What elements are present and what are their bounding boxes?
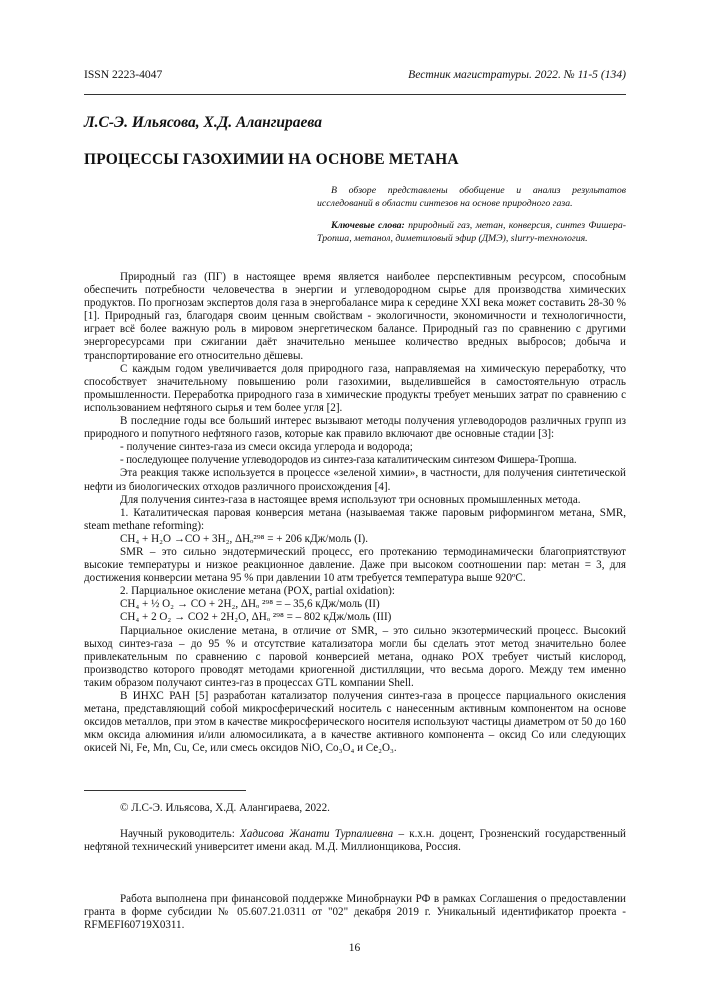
supervisor-label: Научный руководитель: (120, 828, 241, 840)
paragraph: В последние годы все больший интерес вызывают методы получения углеводородов различных групп из природного и попутного нефтяного газов, которые как правило включают две основные стадии [3]: (84, 415, 626, 441)
copyright-note: © Л.С-Э. Ильясова, Х.Д. Алангираева, 2022. (120, 802, 330, 814)
paragraph: SMR – это сильно эндотермический процесс, его протеканию термодинамически благоприятствуют высокие температуры и низкое реакционное давление. Даже при высоком соотношении пар: метан = 3, для достижения конверсии метана 95 % при давлении 10 атм требуется температура выше 920ºС. (84, 545, 626, 585)
list-item: - последующее получение углеводородов из синтез-газа каталитическим синтезом Фишера-Тропша. (120, 454, 577, 467)
supervisor-name: Хадисова Жанати Турпалиевна (240, 828, 394, 840)
issn: ISSN 2223-4047 (84, 68, 163, 81)
paragraph: Природный газ (ПГ) в настоящее время является наиболее перспективным ресурсом, способным обеспечить потребности человечества в энергии и углеводородном сырье для производства химических продуктов. По прогнозам экспертов доля газа в энергобалансе мира к середине XXI века может составить 28-30 % [1]. Природный газ, благодаря своим ценным свойствам - экологичности, экономичности и технологичности, играет всё более важную роль в мировом энергетическом балансе. Природный газ по сравнению с другими энергоресурсами при сжигании даёт значительно меньшее количество вредных выбросов; добыча и транспортирование его относительно дёшевы. (84, 271, 626, 362)
paragraph: Эта реакция также используется в процессе «зеленой химии», в частности, для получения синтетической нефти из биологических отходов различного происхождения [4]. (84, 467, 626, 493)
page-number: 16 (348, 942, 361, 954)
paragraph: Парциальное окисление метана, в отличие от SMR, – это сильно экзотермический процесс. Высокий выход синтез-газа – до 95 % и отсутствие катализатора могли бы сделать этот метод значительно более привлекательным по сравнению с паровой конверсией метана, однако POX требует чистый кислород, производство которого проводят методами криогенной дистилляции, что весьма дорого. Между тем именно таким образом получают синтез-газ в процессах GTL компании Shell. (84, 624, 626, 689)
paragraph: Для получения синтез-газа в настоящее время используют три основных промышленных метода. (120, 493, 581, 506)
keywords-text: природный газ, метан, конверсия, синтез Фишера-Тропша, метанол, диметиловый эфир (ДМЭ), slurry-технология. (317, 220, 627, 244)
article-title: ПРОЦЕССЫ ГАЗОХИМИИ НА ОСНОВЕ МЕТАНА (84, 151, 459, 168)
article-body (84, 271, 626, 755)
equation-1: CH₄ + H₂O →CO + 3H₂, ΔHₒ²⁹⁸ = + 206 кДж/моль (I). (120, 532, 369, 545)
supervisor-details: – к.х.н. доцент, Грозненский государственный нефтяной технический университет имени акад. М.Д. Миллионщикова, Россия. (84, 828, 626, 854)
running-header (84, 68, 626, 84)
header-divider (84, 94, 626, 95)
paragraph: 2. Парциальное окисление метана (POX, partial oxidation): (120, 585, 395, 598)
abstract-block (317, 184, 626, 245)
keywords-label: Ключевые слова: (331, 220, 405, 231)
list-item: - получение синтез-газа из смеси оксида углерода и водорода; (120, 441, 413, 454)
paragraph: С каждым годом увеличивается доля природного газа, направляемая на химическую переработку, что способствует значительному повышению роли газохимии, выделившейся в самостоятельную отрасль промышленности. Переработка природного газа в химические продукты требует меньших затрат по сравнению с использованием нефтяного сырья и тем более угля [2]. (84, 362, 626, 414)
supervisor-note (84, 828, 626, 854)
funding-text: Работа выполнена при финансовой поддержке Минобрнауки РФ в рамках Соглашения о предоставлении гранта в форме субсидии № 05.607.21.0311 от "02" декабря 2019 г. Уникальный идентификатор проекта - RFMEFI60719X0311. (84, 893, 626, 932)
journal-reference: Вестник магистратуры. 2022. № 11-5 (134) (408, 68, 626, 81)
abstract-text: В обзоре представлены обобщение и анализ результатов исследований в области синтезов на основе природного газа. (317, 185, 626, 209)
article-authors: Л.С-Э. Ильясова, Х.Д. Алангираева (84, 114, 322, 131)
equation-2: CH₄ + ½ O₂ → CO + 2H₂, ΔHₒ ²⁹⁸ = – 35,6 кДж/моль (II) (120, 598, 380, 611)
paragraph: 1. Каталитическая паровая конверсия метана (называемая также паровым риформингом метана, SMR, steam methane reforming): (84, 506, 626, 532)
footnote-divider (84, 790, 246, 791)
paragraph: В ИНХС РАН [5] разработан катализатор получения синтез-газа в процессе парциального окисления метана, представляющий собой микросферический носитель с нанесенным активным компонентом на основе оксидов металлов, при этом в качестве микросферического носителя используют частицы диаметром от 50 до 160 мкм оксида алюминия и/или алюмосиликата, а в качестве активного компонента – оксид Co или следующих окисей Ni, Fe, Mn, Cu, Ce, или смесь оксидов NiO, Co₃O₄ и Ce₂O₃. (84, 690, 626, 755)
keywords-line (317, 219, 626, 245)
funding-note (84, 893, 626, 932)
equation-3: CH₄ + 2 O₂ → CO2 + 2H₂O, ΔHₒ ²⁹⁸ = – 802 кДж/моль (III) (120, 611, 392, 624)
